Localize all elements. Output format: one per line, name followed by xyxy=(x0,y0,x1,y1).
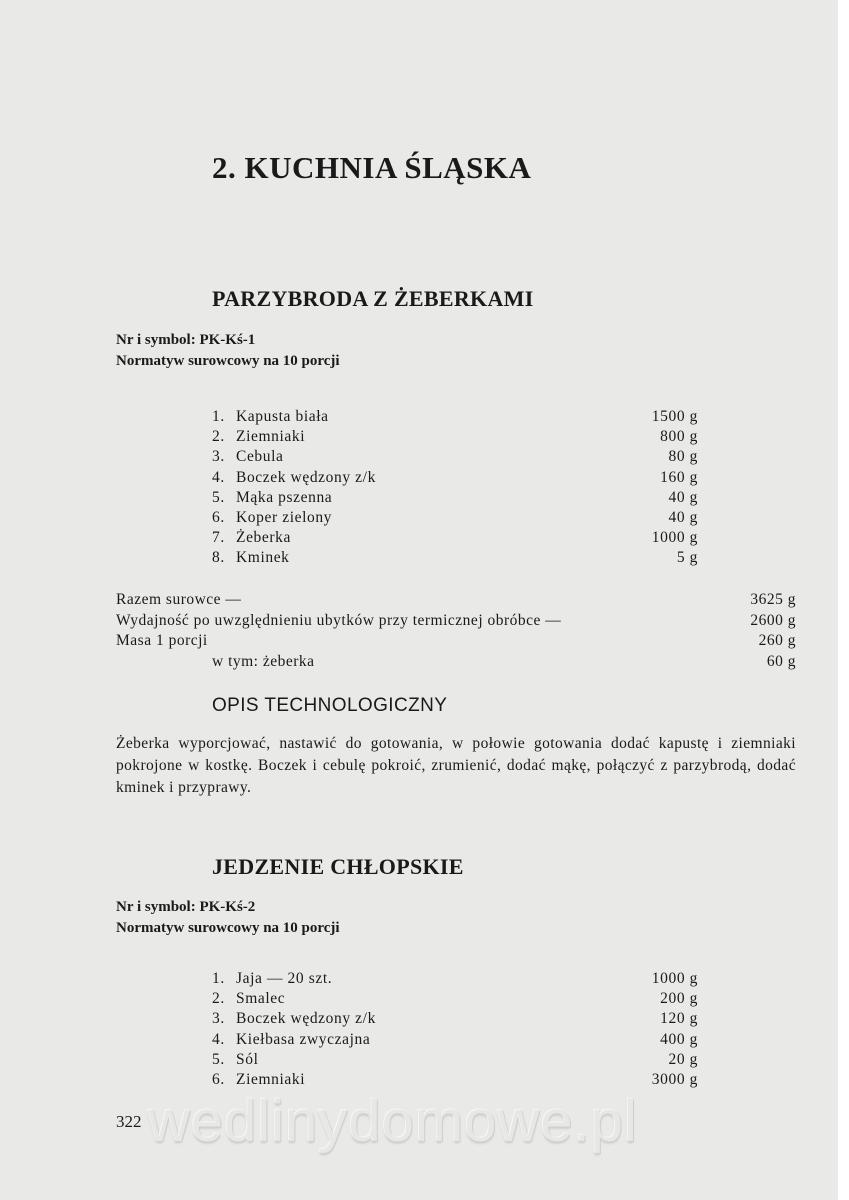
ingredient-name: Mąka pszenna xyxy=(236,488,333,506)
ingredient-number: 5. xyxy=(212,488,225,506)
ingredient-name: Ziemniaki xyxy=(236,1070,306,1088)
ingredient-name: Smalec xyxy=(236,990,286,1008)
chapter-title: 2. KUCHNIA ŚLĄSKA xyxy=(212,150,532,185)
ingredient-name: Koper zielony xyxy=(236,508,333,526)
totals-label: Razem surowce — xyxy=(116,591,242,608)
ingredient-name: Boczek wędzony z/k xyxy=(236,1010,376,1028)
recipe-symbol: Nr i symbol: PK-Kś-2 xyxy=(116,899,256,915)
totals-row xyxy=(116,652,796,673)
ingredient-qty: 80 g xyxy=(668,448,698,466)
ingredient-name: Sól xyxy=(236,1050,259,1068)
totals-row xyxy=(116,631,796,652)
ingredient-row xyxy=(212,407,698,427)
ingredient-row xyxy=(212,1030,698,1050)
ingredient-name: Jaja — 20 szt. xyxy=(236,970,333,987)
totals-list xyxy=(116,590,796,672)
recipe-title: PARZYBRODA Z ŻEBERKAMI xyxy=(212,286,534,311)
ingredient-qty: 5 g xyxy=(676,549,698,567)
page-number: 322 xyxy=(116,1112,142,1131)
ingredient-qty: 1000 g xyxy=(651,529,698,547)
ingredient-list xyxy=(212,969,698,1090)
ingredient-number: 1. xyxy=(212,408,225,425)
ingredient-number: 4. xyxy=(212,1030,225,1048)
ingredient-name: Kminek xyxy=(236,549,290,567)
ingredient-name: Żeberka xyxy=(236,529,291,547)
ingredient-name: Ziemniaki xyxy=(236,428,306,446)
ingredient-qty: 800 g xyxy=(660,428,698,446)
ingredient-row xyxy=(212,508,698,528)
ingredient-row xyxy=(212,548,698,568)
ingredient-number: 1. xyxy=(212,970,225,987)
watermark: wedlinydomowe.pl xyxy=(148,1089,638,1154)
ingredient-number: 4. xyxy=(212,468,225,486)
ingredient-name: Cebula xyxy=(236,448,284,466)
tech-heading: OPIS TECHNOLOGICZNY xyxy=(212,695,448,716)
ingredient-row xyxy=(212,488,698,508)
totals-value: 2600 g xyxy=(750,611,796,629)
ingredient-number: 6. xyxy=(212,508,225,526)
ingredient-name: Boczek wędzony z/k xyxy=(236,468,376,486)
ingredient-qty: 40 g xyxy=(668,508,698,526)
ingredient-qty: 400 g xyxy=(660,1030,698,1048)
ingredient-qty: 3000 g xyxy=(651,1070,698,1088)
ingredient-list xyxy=(212,407,698,569)
totals-label: Wydajność po uwzględnieniu ubytków przy termicznej obróbce — xyxy=(116,611,562,629)
totals-label: w tym: żeberka xyxy=(212,652,315,670)
totals-value: 260 g xyxy=(758,632,796,649)
ingredient-number: 2. xyxy=(212,990,225,1008)
ingredient-number: 5. xyxy=(212,1050,225,1068)
totals-row xyxy=(116,611,796,632)
totals-value: 3625 g xyxy=(750,591,796,608)
ingredient-qty: 40 g xyxy=(668,488,698,506)
ingredient-row xyxy=(212,1009,698,1029)
ingredient-number: 7. xyxy=(212,529,225,547)
totals-label: Masa 1 porcji xyxy=(116,632,208,649)
ingredient-row xyxy=(212,528,698,548)
tech-description: Żeberka wyporcjować, nastawić do gotowania, w połowie gotowania dodać kapustę i ziemniaki pokrojone w kostkę. Boczek i cebulę pokroić, zrumienić, dodać mąkę, połączyć z parzybrodą, dodać kminek i przyprawy. xyxy=(116,735,796,796)
ingredient-number: 2. xyxy=(212,428,225,446)
recipe-norm: Normatyw surowcowy na 10 porcji xyxy=(116,353,340,369)
ingredient-row xyxy=(212,447,698,467)
ingredient-qty: 120 g xyxy=(660,1010,698,1028)
ingredient-row xyxy=(212,468,698,488)
ingredient-qty: 1000 g xyxy=(651,970,698,987)
recipe-symbol: Nr i symbol: PK-Kś-1 xyxy=(116,332,256,348)
page-edge xyxy=(838,0,849,1200)
recipe-norm: Normatyw surowcowy na 10 porcji xyxy=(116,920,340,936)
totals-value: 60 g xyxy=(766,652,796,670)
ingredient-number: 3. xyxy=(212,448,225,466)
ingredient-number: 6. xyxy=(212,1070,225,1088)
ingredient-qty: 20 g xyxy=(668,1050,698,1068)
recipe-title: JEDZENIE CHŁOPSKIE xyxy=(212,854,464,879)
ingredient-number: 3. xyxy=(212,1010,225,1028)
ingredient-name: Kapusta biała xyxy=(236,408,329,425)
ingredient-qty: 1500 g xyxy=(651,408,698,425)
ingredient-row xyxy=(212,1050,698,1070)
ingredient-row xyxy=(212,427,698,447)
ingredient-name: Kiełbasa zwyczajna xyxy=(236,1030,371,1048)
ingredient-row xyxy=(212,969,698,989)
ingredient-qty: 200 g xyxy=(660,990,698,1008)
ingredient-qty: 160 g xyxy=(660,468,698,486)
ingredient-row xyxy=(212,989,698,1009)
ingredient-number: 8. xyxy=(212,549,225,567)
totals-row xyxy=(116,590,796,611)
